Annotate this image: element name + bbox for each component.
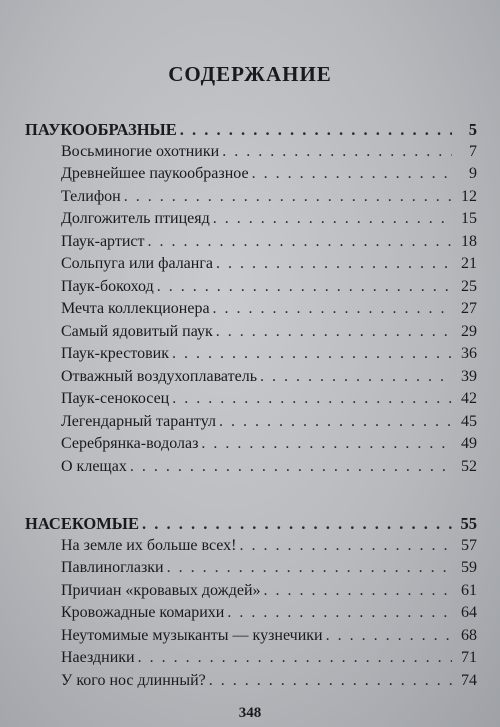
entry-title: Неутомимые музыканты — кузнечики xyxy=(61,626,323,644)
toc-entry xyxy=(25,255,477,278)
entry-title: Паук-сенокосец xyxy=(61,390,170,407)
entry-title: Кровожадные комарихи xyxy=(61,604,225,621)
leader-dots xyxy=(172,390,452,408)
section-page-number: 55 xyxy=(460,514,477,533)
leader-dots xyxy=(216,323,452,341)
entry-page-number: 49 xyxy=(461,435,477,452)
entry-page-number: 45 xyxy=(461,412,477,430)
entry-title: Отважный воздухоплаватель xyxy=(61,367,257,385)
entry-title: Наездники xyxy=(61,649,135,666)
entry-page-number: 61 xyxy=(461,581,477,599)
leader-dots xyxy=(157,278,452,296)
leader-dots xyxy=(264,582,452,600)
toc-section-heading xyxy=(25,514,477,537)
entry-title: У кого нос длинный? xyxy=(61,671,206,689)
toc-entry xyxy=(25,390,477,413)
entry-page-number: 39 xyxy=(461,367,477,385)
entry-title: Сольпуга или фаланга xyxy=(61,255,213,272)
entry-title: Мечта коллекционера xyxy=(61,300,210,317)
entry-title: Павлиноглазки xyxy=(61,559,164,576)
entry-title: Причиан «кровавых дождей» xyxy=(61,581,261,599)
toc-entry xyxy=(25,210,477,233)
entry-title: Древнейшее паукообразное xyxy=(61,165,249,182)
leader-dots xyxy=(147,233,452,251)
section-page-number: 5 xyxy=(468,120,477,139)
leader-dots xyxy=(172,345,452,363)
leader-dots xyxy=(227,604,452,622)
leader-dots xyxy=(326,627,452,645)
leader-dots xyxy=(138,649,452,667)
section-title: НАСЕКОМЫЕ xyxy=(25,514,140,533)
entry-page-number: 64 xyxy=(461,604,477,621)
toc-section-heading xyxy=(25,120,477,143)
toc-entry xyxy=(25,559,477,582)
leader-dots xyxy=(213,300,452,318)
entry-title: На земле их больше всех! xyxy=(61,536,237,554)
entry-page-number: 42 xyxy=(461,390,477,407)
entry-title: Самый ядовитый паук xyxy=(61,322,213,340)
toc-section-insects xyxy=(25,514,477,694)
toc-entry xyxy=(25,233,477,256)
toc-entry xyxy=(25,278,477,301)
entry-page-number: 7 xyxy=(469,142,477,160)
leader-dots xyxy=(167,559,452,577)
entry-title: О клещах xyxy=(61,457,127,475)
page-number: 348 xyxy=(238,705,262,721)
entry-title: Долгожитель птицеяд xyxy=(61,210,210,227)
toc-entry xyxy=(25,435,477,458)
entry-title: Паук-бокоход xyxy=(61,277,154,295)
leader-dots xyxy=(260,368,452,386)
toc-entry xyxy=(25,537,477,560)
entry-page-number: 52 xyxy=(461,457,477,475)
toc-entry xyxy=(25,165,477,188)
leader-dots xyxy=(222,143,452,161)
entry-page-number: 18 xyxy=(461,232,477,250)
entry-page-number: 36 xyxy=(461,345,477,362)
leader-dots xyxy=(130,458,452,476)
entry-page-number: 25 xyxy=(461,277,477,295)
leader-dots xyxy=(252,165,452,183)
leader-dots xyxy=(239,537,452,555)
section-title: ПАУКООБРАЗНЫЕ xyxy=(25,120,177,139)
toc-entry xyxy=(25,300,477,323)
toc-entry xyxy=(25,368,477,391)
leader-dots xyxy=(216,255,452,273)
toc-entry xyxy=(25,188,477,211)
entry-page-number: 74 xyxy=(461,671,477,689)
toc-entry xyxy=(25,582,477,605)
entry-title: Телифон xyxy=(61,187,121,205)
toc-entry xyxy=(25,627,477,650)
toc-entry xyxy=(25,143,477,166)
entry-page-number: 12 xyxy=(461,187,477,205)
leader-dots xyxy=(124,188,452,206)
entry-page-number: 71 xyxy=(461,649,477,666)
leader-dots xyxy=(180,120,452,140)
toc-entry xyxy=(25,649,477,672)
toc-entry xyxy=(25,604,477,627)
entry-title: Легендарный тарантул xyxy=(61,412,216,430)
entry-page-number: 29 xyxy=(461,322,477,340)
leader-dots xyxy=(219,413,452,431)
toc-section-arachnids xyxy=(25,120,477,480)
entry-page-number: 27 xyxy=(461,300,477,317)
leader-dots xyxy=(142,514,452,534)
entry-title: Серебрянка-водолаз xyxy=(61,435,199,452)
entry-page-number: 68 xyxy=(461,626,477,644)
entry-page-number: 21 xyxy=(461,255,477,272)
page-title: СОДЕРЖАНИЕ xyxy=(168,62,332,86)
leader-dots xyxy=(213,210,452,228)
leader-dots xyxy=(209,672,452,690)
entry-page-number: 15 xyxy=(461,210,477,227)
toc-entry xyxy=(25,413,477,436)
toc-entry xyxy=(25,458,477,481)
entry-page-number: 57 xyxy=(461,536,477,554)
entry-page-number: 9 xyxy=(469,165,477,182)
entry-title: Паук-артист xyxy=(61,232,145,250)
leader-dots xyxy=(201,435,452,453)
toc-entry xyxy=(25,345,477,368)
entry-title: Восьминогие охотники xyxy=(61,142,220,160)
toc-entry xyxy=(25,672,477,695)
toc-entry xyxy=(25,323,477,346)
entry-title: Паук-крестовик xyxy=(61,345,169,362)
entry-page-number: 59 xyxy=(461,559,477,576)
